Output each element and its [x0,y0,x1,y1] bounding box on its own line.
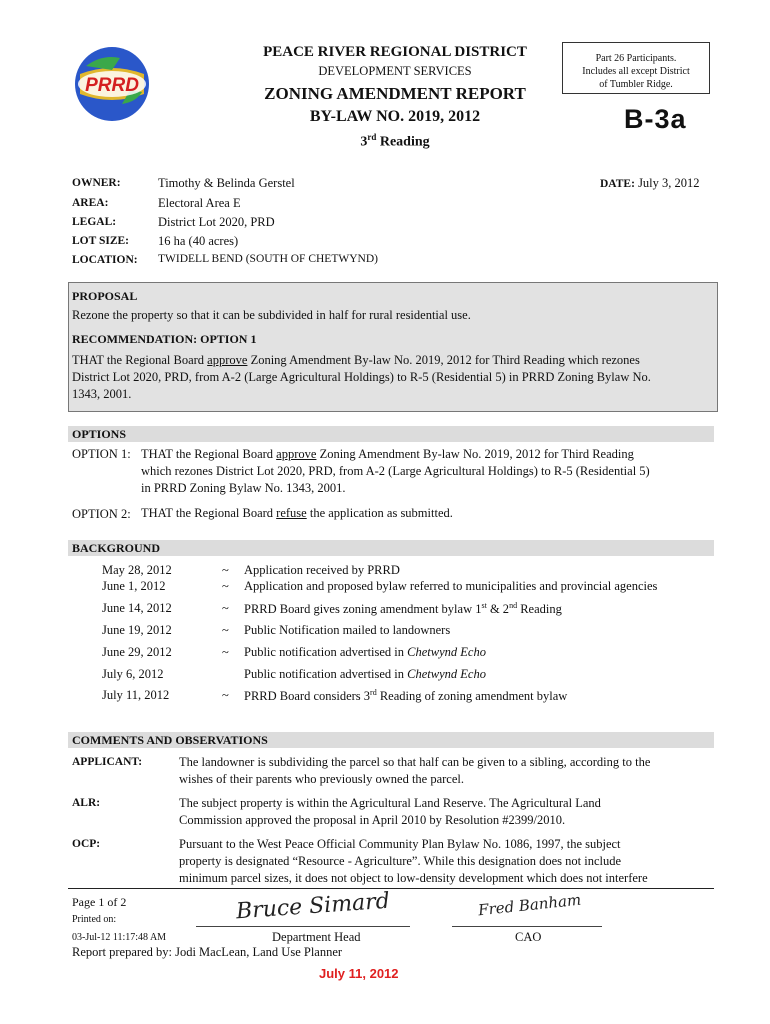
date: DATE: July 3, 2012 [600,176,700,190]
legal-value: District Lot 2020, PRD [158,215,275,229]
lotsize-label: LOT SIZE: [72,235,129,247]
event-bullet: ~ [222,579,229,593]
event-bullet: ~ [222,601,229,615]
location-value: TWIDELL BEND (SOUTH OF CHETWYND) [158,253,378,265]
event-date: May 28, 2012 [102,563,172,577]
participants-box: Part 26 Participants. Includes all except District of Tumbler Ridge. [562,42,710,94]
dept-head-line [196,926,410,927]
printed-label: Printed on: [72,914,117,925]
location-label: LOCATION: [72,254,138,266]
option1-text: THAT the Regional Board approve Zoning Amendment By-law No. 2019, 2012 for Third Reading which rezones District Lot 2020, PRD, from A-2 (Large Agricultural Holdings) to R-5 (Residential 5) in PRRD Zoning Bylaw No. 1343, 2001. [141,447,650,495]
option2-label: OPTION 2: [72,507,131,521]
comments-title: COMMENTS AND OBSERVATIONS [72,733,268,747]
event-text: Public notification advertised in Chetwynd Echo [244,645,486,659]
dept-head-label: Department Head [272,930,361,944]
event-bullet: ~ [222,623,229,637]
footer-divider [68,888,714,889]
reading-title: 3rd Reading [360,132,430,150]
event-bullet: ~ [222,688,229,702]
printed-date: 03-Jul-12 11:17:48 AM [72,932,167,943]
applicant-text: The landowner is subdividing the parcel so that half can be given to a sibling, according to the wishes of their parents who previously owned the parcel. [179,755,651,786]
event-date: June 14, 2012 [102,601,172,615]
applicant-label: APPLICANT: [72,756,143,768]
event-text: PRRD Board considers 3rd Reading of zoning amendment bylaw [244,688,568,704]
background-bar [68,540,714,556]
proposal-title: PROPOSAL [72,289,138,303]
ocp-text: Pursuant to the West Peace Official Community Plan Bylaw No. 1086, 1997, the subject property is designated “Resource - Agriculture”. While this designation does not include minimum parcel sizes, it does not object to low-density development which does not interfere [179,837,648,885]
event-text: Public notification advertised in Chetwynd Echo [244,667,486,681]
proposal-text: Rezone the property so that it can be subdivided in half for rural residential use. [72,308,471,322]
bylaw-title: BY-LAW NO. 2019, 2012 [309,108,481,125]
event-text: Application and proposed bylaw referred to municipalities and provincial agencies [244,579,658,593]
option2-text: THAT the Regional Board refuse the application as submitted. [141,506,453,520]
background-title: BACKGROUND [72,541,161,555]
recommendation-text: THAT the Regional Board approve Zoning Amendment By-law No. 2019, 2012 for Third Reading which rezones District Lot 2020, PRD, from A-2 (Large Agricultural Holdings) to R-5 (Residential 5) in PRRD Zoning Bylaw No. 1343, 2001. [72,353,651,401]
alr-label: ALR: [72,797,101,809]
event-date: July 6, 2012 [102,667,164,681]
option1-label: OPTION 1: [72,447,131,461]
cao-line [452,926,602,927]
prrd-logo [72,44,152,124]
event-date: July 11, 2012 [102,688,170,702]
prepared-by: Report prepared by: Jodi MacLean, Land Use Planner [72,945,343,959]
area-label: AREA: [72,197,109,209]
event-bullet: ~ [222,563,229,577]
area-value: Electoral Area E [158,196,241,210]
legal-label: LEGAL: [72,216,117,228]
item-code: B-3a [624,104,687,134]
options-title: OPTIONS [72,427,127,441]
cao-signature: Fred Banham [477,890,582,920]
owner-label: OWNER: [72,177,121,189]
options-bar [68,426,714,442]
ocp-label: OCP: [72,838,101,850]
recommendation-title: RECOMMENDATION: OPTION 1 [72,332,257,346]
event-text: Public Notification mailed to landowners [244,623,451,637]
dept-head-signature: Bruce Simard [235,888,391,925]
dept-name: DEVELOPMENT SERVICES [318,64,472,78]
owner-value: Timothy & Belinda Gerstel [158,176,295,190]
event-date: June 19, 2012 [102,623,172,637]
org-name: PEACE RIVER REGIONAL DISTRICT [263,44,527,60]
report-title: ZONING AMENDMENT REPORT [264,84,526,103]
page-number: Page 1 of 2 [72,895,127,909]
lotsize-value: 16 ha (40 acres) [158,234,239,248]
cao-label: CAO [515,930,542,944]
event-date: June 29, 2012 [102,645,172,659]
event-date: June 1, 2012 [102,579,166,593]
alr-text: The subject property is within the Agricultural Land Reserve. The Agricultural Land Commission approved the proposal in April 2010 by Resolution #2399/2010. [179,796,601,827]
event-text: Application received by PRRD [244,563,400,577]
stamp-date: July 11, 2012 [319,966,399,981]
event-text: PRRD Board gives zoning amendment bylaw 1st & 2nd Reading [244,601,562,617]
logo-text: PRRD [85,75,139,96]
event-bullet: ~ [222,645,229,659]
